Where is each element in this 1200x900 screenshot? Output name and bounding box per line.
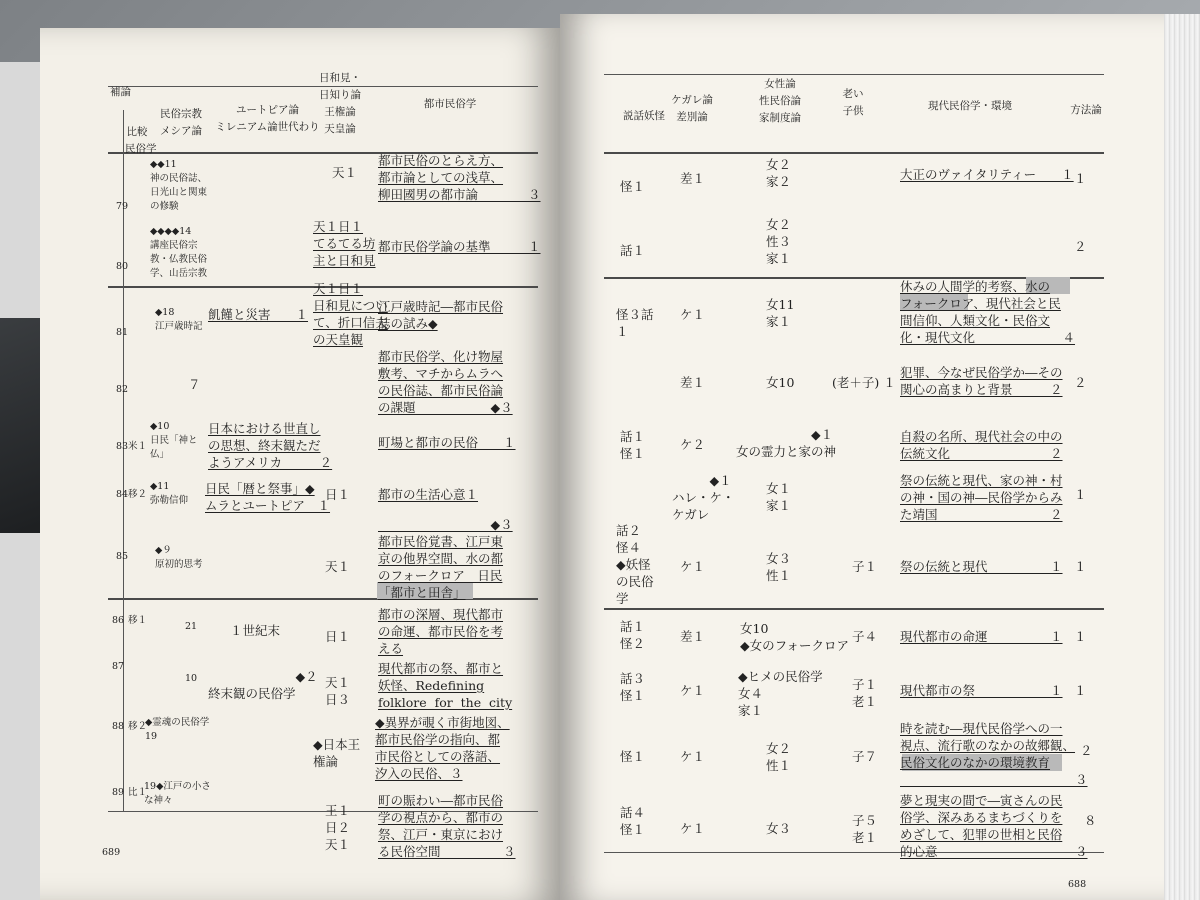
cell-minzoku: ７: [188, 377, 201, 392]
cell-toshi[interactable]: 都市民俗のとらえ方、 都市論としての浅草、 柳田國男の都市論 ３: [378, 153, 541, 202]
cell-utopia: １世紀末: [230, 623, 281, 638]
header-minzoku: 民俗宗教 メシア論: [160, 108, 202, 137]
cell-hoho: ８: [1084, 813, 1097, 828]
cell-gendai[interactable]: 祭の伝統と現代、家の神・村 の神・国の神―民俗学からみ た靖国 ２: [900, 473, 1063, 522]
cell-josei: ◆１ 女の霊力と家の神: [736, 427, 837, 459]
cell-gendai[interactable]: 自殺の名所、現代社会の中の 伝統文化 ２: [900, 429, 1063, 461]
cell-hiwami[interactable]: 天１日１ てるてる坊 主と日和見: [313, 219, 376, 268]
cell-utopia[interactable]: 日本における世直し の思想、終末観ただ ようアメリカ ２: [208, 421, 333, 470]
row-number: 82: [116, 384, 129, 395]
cell-oi: 子１ 老１: [852, 677, 878, 709]
cell-oi: 子１: [852, 559, 878, 574]
cell-toshi[interactable]: 都市民俗学、化け物屋 敷考、マチからムラへ の民俗誌、都市民俗論 の課題 ◆３: [378, 349, 513, 415]
header-hikaku: 比較 民俗学: [125, 126, 157, 155]
cell-hikaku: 移２: [128, 489, 148, 500]
row-number: 89: [112, 787, 125, 798]
cell-oi: 子４: [852, 629, 878, 644]
row-number: 88: [112, 721, 125, 732]
cell-minzoku: 19◆江戸の小さ な神々: [144, 781, 211, 806]
cell-kegare: 差１: [680, 375, 706, 390]
cell-setsuwa: 怪１: [620, 749, 646, 764]
cell-hiwami: 天１: [332, 165, 358, 180]
cell-gendai[interactable]: 現代都市の命運 １: [900, 629, 1063, 644]
cell-hoho: １: [1074, 559, 1087, 574]
cell-hoho: ２: [1080, 743, 1093, 758]
group-rule: [604, 608, 1104, 610]
cell-josei: 女１ 家１: [766, 481, 792, 513]
row-number: 83: [116, 441, 129, 452]
cell-minzoku: ◆◆11 神の民俗誌、 日光山と関東 の修験: [150, 159, 208, 212]
cell-hikaku: 比１: [128, 787, 148, 798]
cell-toshi[interactable]: 都市の深層、現代都市 の命運、都市民俗を考 える: [378, 607, 504, 656]
row-number: 84: [116, 489, 129, 500]
cell-utopia[interactable]: 飢饉と災害 １: [208, 307, 309, 322]
header-utopia: ユートピア論 ミレニアム論世代わり: [215, 104, 320, 133]
cell-josei: 女３: [766, 821, 792, 836]
row-number: 85: [116, 551, 129, 562]
cell-josei: 女２ 家２: [766, 157, 792, 189]
row-number: 80: [116, 261, 129, 272]
header-hiwami: 日和見・ 日知り論 王権論 天皇論: [319, 72, 361, 135]
cell-gendai[interactable]: 犯罪、今なぜ民俗学か―その 関心の高まりと背景 ２: [900, 365, 1063, 397]
cell-minzoku: ◆◆◆◆14 講座民俗宗 教・仏教民俗 学、山岳宗教: [150, 226, 208, 279]
cell-setsuwa: 話１: [620, 243, 646, 258]
header-gendai: 現代民俗学・環境: [928, 100, 1012, 112]
cell-josei: 女３ 性１: [766, 551, 792, 583]
cell-kegare: ケ１: [680, 821, 706, 836]
cell-kegare: ケ１: [680, 683, 706, 698]
cell-josei: 女２ 性３ 家１: [766, 217, 792, 266]
cell-toshi[interactable]: 江戸歳時記―都市民俗 誌の試み◆: [378, 299, 504, 331]
cell-minzoku: ◆霊魂の民俗学 19: [145, 717, 210, 742]
cell-kegare: ケ２: [680, 437, 706, 452]
cell-hiwami: 日１: [325, 487, 351, 502]
header-josei: 女性論 性民俗論 家制度論: [759, 78, 801, 124]
cell-kegare: 差１: [680, 629, 706, 644]
cell-setsuwa: 怪１: [620, 179, 646, 194]
row-number: 79: [116, 201, 129, 212]
cell-setsuwa: 怪３話 １: [616, 307, 654, 339]
cell-hiwami: 天１: [325, 559, 351, 574]
cell-oi: 子７: [852, 749, 878, 764]
cell-hoho: ２: [1074, 239, 1087, 254]
cell-setsuwa: 話１ 怪１: [620, 429, 646, 461]
page-number: 689: [102, 847, 121, 858]
row-number: 81: [116, 327, 129, 338]
cell-minzoku: 21: [185, 621, 198, 632]
cell-josei: 女11 家１: [766, 297, 795, 329]
cell-josei: 女10 ◆女のフォークロア: [740, 621, 849, 653]
cell-hikaku: 米１: [128, 441, 148, 452]
cell-toshi[interactable]: 町の賑わい―都市民俗 学の視点から、都市の 祭、江戸・東京におけ る民俗空間 ３: [378, 793, 516, 859]
cell-hoho: １: [1074, 683, 1087, 698]
cell-hikaku: 移１: [128, 615, 148, 626]
cell-toshi[interactable]: 町場と都市の民俗 １: [378, 435, 516, 450]
cell-hoho: １: [1074, 629, 1087, 644]
cell-setsuwa: 話４ 怪１: [620, 805, 646, 837]
row-number: 87: [112, 661, 125, 672]
cell-kegare: ケ１: [680, 559, 706, 574]
cell-gendai[interactable]: 祭の伝統と現代 １: [900, 559, 1063, 574]
cell-utopia[interactable]: 日民「暦と祭事」◆ ムラとユートピア １: [205, 481, 331, 513]
cell-setsuwa: 話１ 怪２: [620, 619, 646, 651]
cell-utopia: ◆２ 終末観の民俗学: [208, 669, 318, 701]
cell-toshi[interactable]: ◆異界が覗く市街地図、 都市民俗学の指向、都 市民俗としての落語、 汐入の民俗、３: [375, 715, 510, 781]
page-number: 688: [1068, 879, 1087, 890]
cell-gendai[interactable]: 夢と現実の間で―寅さんの民 俗学、深みあるまちづくりを めざして、犯罪の世相と民俗 的心意 ３: [900, 793, 1088, 859]
cell-minzoku: ◆11 弥勒信仰: [150, 481, 189, 506]
header-bottom-rule: [604, 152, 1104, 154]
header-kegare: ケガレ論 差別論: [671, 94, 713, 123]
column-divider: [123, 110, 124, 811]
cell-setsuwa: 話３ 怪１: [620, 671, 646, 703]
cell-toshi[interactable]: 現代都市の祭、都市と 妖怪、Redefining folklore for the city: [378, 661, 513, 710]
cell-setsuwa: 話２ 怪４ ◆妖怪 の民俗 学: [616, 523, 654, 606]
cell-hiwami: 日１: [325, 629, 351, 644]
page-edges: [1160, 14, 1200, 900]
cell-josei: 女２ 性１: [766, 741, 792, 773]
cell-minzoku: ◆18 江戸歳時記: [155, 307, 203, 332]
cell-hiwami: 天１ 日３: [325, 675, 351, 707]
left-page: [40, 28, 560, 900]
cell-kegare: ◆１ ハレ・ケ・ ケガレ: [672, 473, 735, 522]
cell-gendai[interactable]: 現代都市の祭 １: [900, 683, 1063, 698]
cell-josei: ◆ヒメの民俗学 女４ 家１: [738, 669, 823, 718]
cell-gendai[interactable]: 休みの人間学的考察、水の フォークロア、現代社会と民 間信仰、人類文化・民俗文 化・現代文化 ４: [900, 279, 1076, 345]
cell-hiwami: ◆日本王 権論: [313, 737, 361, 769]
header-label: 補論: [110, 86, 131, 98]
cell-minzoku: ◆９ 原初的思考: [155, 545, 203, 570]
cell-kegare: ケ１: [680, 307, 706, 322]
cell-josei: 女10: [766, 375, 795, 390]
cell-gendai[interactable]: 大正のヴァイタリティー １: [900, 167, 1074, 182]
cell-hoho: ２: [1074, 375, 1087, 390]
cell-hiwami[interactable]: 天１日１ 日和見につい て、折口信夫 の天皇観: [313, 281, 388, 347]
header-oi: 老い 子供: [842, 88, 864, 117]
row-number: 86: [112, 615, 125, 626]
cell-minzoku: 10: [185, 673, 198, 684]
cell-oi: 子５ 老１: [852, 813, 878, 845]
right-page: [560, 14, 1164, 900]
cell-toshi[interactable]: 都市の生活心意１: [378, 487, 479, 502]
cell-hoho: １: [1074, 171, 1087, 186]
cell-hikaku: 移２: [128, 721, 148, 732]
cell-hiwami: 王１ 日２ 天１: [325, 803, 351, 852]
header-hoho: 方法論: [1070, 104, 1102, 116]
cell-kegare: ケ１: [680, 749, 706, 764]
header-top-rule: [604, 74, 1104, 75]
cell-toshi[interactable]: ◆３ 都市民俗覚書、江戸東 京の他界空間、水の都 のフォークロア 日民 「都市と田舎」: [378, 517, 513, 600]
header-toshi: 都市民俗学: [423, 98, 477, 110]
cell-hoho: １: [1074, 487, 1087, 502]
cell-kegare: 差１: [680, 171, 706, 186]
cell-gendai[interactable]: 時を読む―現代民俗学への一 視点、流行歌のなかの故郷観、 民俗文化のなかの環境教育 ３: [900, 721, 1088, 787]
cell-oi: (老＋子) １: [832, 375, 896, 390]
cell-toshi[interactable]: 都市民俗学論の基準 １: [378, 239, 541, 254]
cell-minzoku: ◆10 日民「神と 仏」: [150, 421, 198, 460]
header-setsuwa: 説話妖怪: [623, 110, 665, 122]
